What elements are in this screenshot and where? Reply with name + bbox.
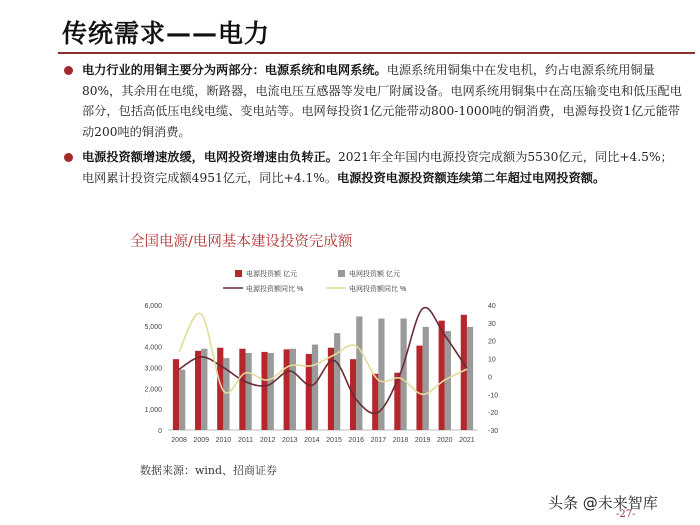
x-tick-label: 2018: [392, 437, 409, 444]
bullet-2-heading: 电源投资额增速放缓，电网投资增速由负转正。: [82, 150, 338, 164]
bar-grid-investment: [179, 370, 185, 430]
x-tick-label: 2019: [414, 437, 431, 444]
bar-power-investment: [416, 346, 422, 430]
left-tick-label: 5,000: [144, 323, 162, 331]
bullet-item-1: [62, 60, 682, 142]
watermark: 头条 @未来智库: [548, 494, 658, 512]
legend-label: 电源投资额同比 %: [246, 286, 304, 293]
right-tick-label: 10: [488, 356, 496, 364]
source-note: 数据来源：wind、招商证券: [140, 464, 278, 477]
bar-grid-investment: [423, 327, 429, 430]
bar-grid-investment: [334, 333, 340, 430]
left-tick-label: 3,000: [144, 365, 162, 373]
left-tick-label: 4,000: [144, 344, 162, 352]
legend-label: 电源投资额 亿元: [246, 271, 297, 278]
bar-grid-investment: [312, 345, 318, 430]
bar-grid-investment: [268, 353, 274, 430]
bar-power-investment: [439, 321, 445, 430]
page-title: 传统需求——电力: [62, 19, 271, 48]
x-tick-label: 2009: [193, 437, 210, 444]
right-tick-label: 40: [488, 303, 496, 310]
bar-power-investment: [261, 352, 267, 430]
x-tick-label: 2016: [348, 437, 365, 444]
right-tick-label: -10: [488, 392, 499, 400]
x-tick-label: 2010: [215, 437, 232, 444]
investment-chart: [120, 262, 520, 450]
right-tick-label: 20: [488, 338, 496, 346]
x-tick-label: 2015: [326, 437, 342, 444]
bullet-item-2: [62, 147, 682, 188]
bar-grid-investment: [467, 327, 473, 430]
page-number: -27-: [616, 509, 636, 520]
bullet-dot-icon: [64, 66, 73, 75]
x-tick-label: 2014: [304, 437, 320, 444]
x-tick-label: 2011: [237, 437, 254, 444]
chart-title: 全国电源/电网基本建设投资完成额: [130, 234, 353, 250]
legend-label: 电网投资额 亿元: [349, 271, 400, 278]
bar-power-investment: [372, 374, 378, 430]
title-divider: [58, 52, 695, 54]
x-tick-label: 2020: [436, 437, 453, 444]
bullet-2-body: 2021年全年国内电源投资完成额为5530亿元，同比+4.5%；电网累计投资完成额4951亿元，同比+4.1%。: [82, 150, 673, 185]
bar-grid-investment: [290, 349, 296, 430]
left-tick-label: 2,000: [144, 386, 162, 394]
bar-power-investment: [173, 359, 179, 430]
legend-swatch: [235, 270, 242, 277]
bar-grid-investment: [378, 319, 384, 430]
bar-grid-investment: [246, 353, 252, 430]
x-tick-label: 2017: [370, 437, 387, 444]
bullet-dot-icon: [64, 153, 73, 162]
x-tick-label: 2013: [281, 437, 298, 444]
left-tick-label: 1,000: [144, 407, 162, 415]
bar-grid-investment: [356, 316, 362, 430]
bar-power-investment: [239, 349, 245, 430]
left-tick-label: 6,000: [144, 303, 162, 310]
bullet-1-heading: 电力行业的用铜主要分为两部分：电源系统和电网系统。: [82, 63, 387, 77]
bar-power-investment: [284, 349, 290, 430]
bar-power-investment: [195, 351, 201, 430]
x-tick-label: 2008: [171, 437, 187, 444]
right-tick-label: 30: [488, 320, 496, 328]
left-tick-label: 0: [158, 428, 162, 435]
right-tick-label: -20: [488, 410, 499, 418]
x-tick-label: 2021: [459, 437, 475, 444]
bar-grid-investment: [445, 331, 451, 430]
right-tick-label: 0: [488, 374, 492, 382]
bullet-2-conclusion: 电源投资电源投资额连续第二年超过电网投资额。: [337, 170, 606, 185]
legend-label: 电网投资额同比 %: [349, 286, 407, 293]
bullet-1-body: 电源系统用铜集中在发电机，约占电源系统用铜量80%，其余用在电缆，断路器，电流电压互感器等发电厂附属设备。电网系统用铜集中在高压输变电和低压配电部分，包括高低压电线电缆、变电站等。电网每投资1亿元能带动800-1000吨的铜消费，电源每投资1亿元能带动200吨的铜消费。: [82, 63, 682, 139]
bar-grid-investment: [201, 349, 207, 430]
x-tick-label: 2012: [259, 437, 276, 444]
legend-swatch: [338, 270, 345, 277]
bar-grid-investment: [401, 319, 407, 430]
right-tick-label: -30: [488, 428, 499, 435]
bullet-list: [62, 60, 682, 188]
